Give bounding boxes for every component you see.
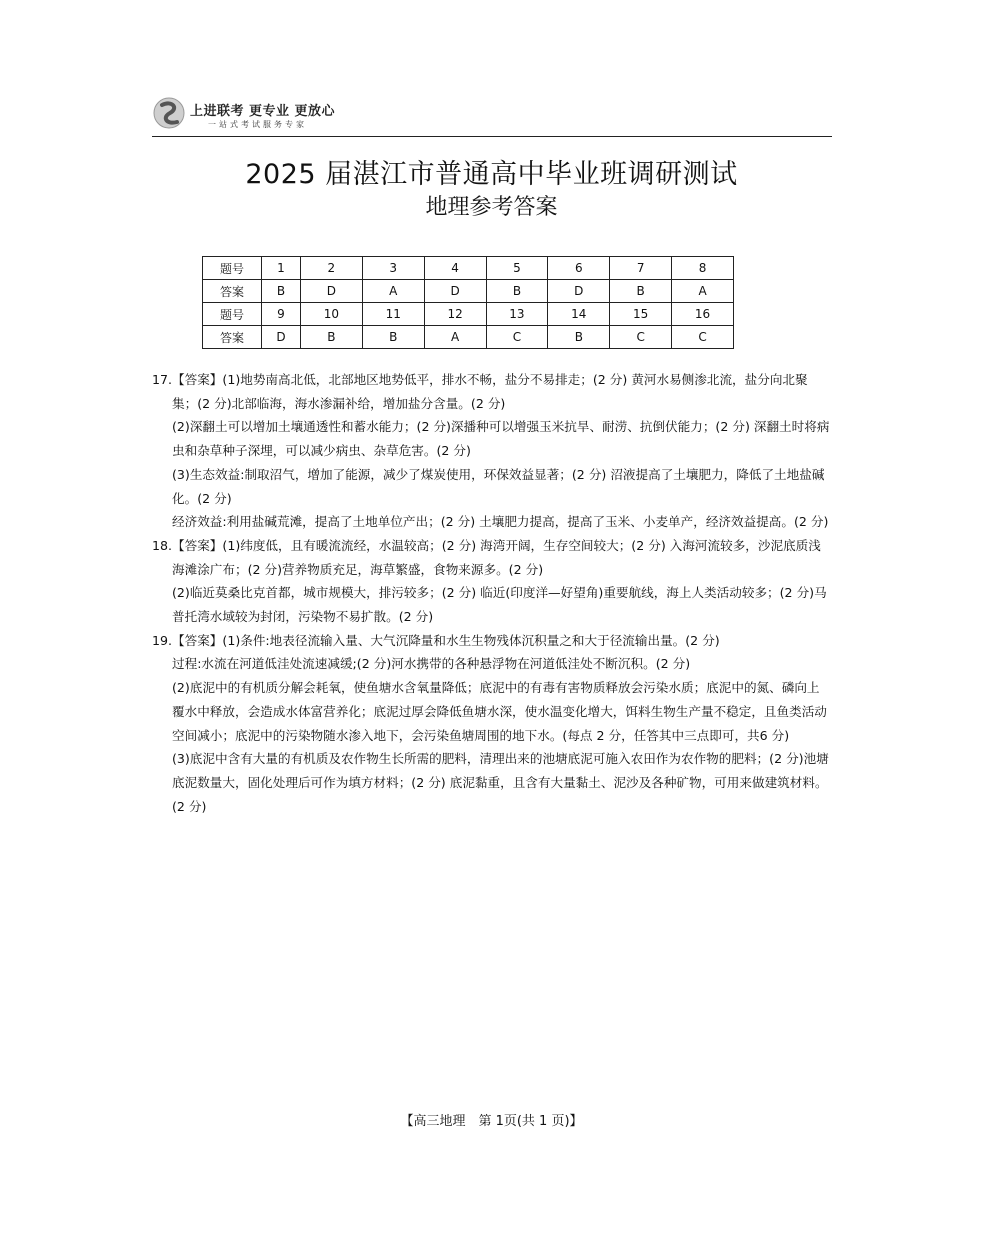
row-label: 题号	[203, 303, 262, 326]
table-cell: 1	[262, 257, 301, 280]
table-cell: B	[486, 280, 548, 303]
answer-paragraph: (3)底泥中含有大量的有机质及农作物生长所需的肥料，清理出来的池塘底泥可施入农田作为农作物的肥料；(2 分)池塘底泥数量大，固化处理后可作为填方材料；(2 分) 底泥黏重，且含有大量黏土、泥沙及各种矿物，可用来做建筑材料。(2 分)	[172, 751, 829, 814]
table-cell: C	[486, 326, 548, 349]
table-cell: D	[262, 326, 301, 349]
brand-logo-icon	[152, 96, 186, 130]
table-cell: 6	[548, 257, 610, 280]
question-block	[152, 629, 832, 819]
table-cell: 13	[486, 303, 548, 326]
question-answer-heading: 17.【答案】(1)地势南高北低，北部地区地势低平，排水不畅，盐分不易排走；(2 分) 黄河水易侧渗北流，盐分向北聚集；(2 分)北部临海，海水渗漏补给，增加盐分含量。(2 分)	[152, 372, 808, 411]
table-row	[203, 326, 734, 349]
table-cell: D	[424, 280, 486, 303]
table-cell: A	[672, 280, 734, 303]
table-cell: B	[262, 280, 301, 303]
question-block	[152, 368, 832, 534]
table-cell: A	[362, 280, 424, 303]
table-cell: B	[362, 326, 424, 349]
table-cell: C	[610, 326, 672, 349]
row-label: 答案	[203, 280, 262, 303]
table-cell: 4	[424, 257, 486, 280]
question-answer-heading: 18.【答案】(1)纬度低，且有暖流流经，水温较高；(2 分) 海湾开阔，生存空间较大；(2 分) 入海河流较多，沙泥底质浅海滩涂广布；(2 分)营养物质充足，海草繁盛，食物来源多。(2 分)	[152, 537, 821, 577]
table-row	[203, 280, 734, 303]
answer-content	[152, 368, 832, 818]
table-cell: 3	[362, 257, 424, 280]
table-cell: 12	[424, 303, 486, 326]
table-cell: D	[548, 280, 610, 303]
table-cell: 9	[262, 303, 301, 326]
answer-table	[202, 256, 734, 349]
page-footer: 【高三地理 第 1页(共 1 页)】	[400, 1114, 583, 1129]
table-row	[203, 257, 734, 280]
answer-paragraph: (3)生态效益:制取沼气，增加了能源，减少了煤炭使用，环保效益显著；(2 分) 沼液提高了土壤肥力，降低了土地盐碱化。(2 分)	[172, 466, 825, 506]
answer-paragraph: (2)深翻土可以增加土壤通透性和蓄水能力；(2 分)深播种可以增强玉米抗旱、耐涝、抗倒伏能力；(2 分) 深翻土时将病虫和杂草种子深埋，可以减少病虫、杂草危害。(2 分)	[172, 419, 830, 459]
answer-paragraph: 经济效益:利用盐碱荒滩，提高了土地单位产出；(2 分) 土壤肥力提高，提高了玉米、小麦单产，经济效益提高。(2 分)	[172, 514, 829, 530]
question-answer-heading: 19.【答案】(1)条件:地表径流输入量、大气沉降量和水生生物残体沉积量之和大于径流输出量。(2 分)	[152, 632, 720, 648]
table-cell: 2	[300, 257, 362, 280]
answer-paragraph: (2)临近莫桑比克首都，城市规模大，排污较多；(2 分) 临近(印度洋—好望角)重要航线，海上人类活动较多；(2 分)马普托湾水域较为封闭，污染物不易扩散。(2 分)	[172, 585, 827, 625]
page-title: 2025 届湛江市普通高中毕业班调研测试	[245, 159, 738, 190]
table-row	[203, 303, 734, 326]
page-subtitle: 地理参考答案	[425, 195, 558, 220]
table-cell: B	[548, 326, 610, 349]
brand-slogan: 上进联考 更专业 更放心	[190, 104, 336, 119]
table-cell: 7	[610, 257, 672, 280]
table-cell: A	[424, 326, 486, 349]
brand-tagline: 一站式考试服务专家	[208, 120, 307, 129]
row-label: 题号	[203, 257, 262, 280]
table-cell: C	[672, 326, 734, 349]
answer-paragraph: (2)底泥中的有机质分解会耗氧，使鱼塘水含氧量降低；底泥中的有毒有害物质释放会污染水质；底泥中的氮、磷向上覆水中释放，会造成水体富营养化；底泥过厚会降低鱼塘水深，使水温变化增大，饵料生物生产量不稳定，且鱼类活动空间减小；底泥中的污染物随水渗入地下，会污染鱼塘周围的地下水。(每点 2 分，任答其中三点即可，共6 分)	[172, 680, 827, 743]
table-cell: B	[610, 280, 672, 303]
table-cell: 5	[486, 257, 548, 280]
table-cell: D	[300, 280, 362, 303]
table-cell: 10	[300, 303, 362, 326]
table-cell: 15	[610, 303, 672, 326]
question-block	[152, 534, 832, 629]
table-cell: 14	[548, 303, 610, 326]
answer-paragraph: 过程:水流在河道低洼处流速减缓;(2 分)河水携带的各种悬浮物在河道低洼处不断沉积。(2 分)	[172, 656, 691, 672]
table-cell: 16	[672, 303, 734, 326]
page-header	[152, 96, 832, 137]
table-cell: B	[300, 326, 362, 349]
row-label: 答案	[203, 326, 262, 349]
table-cell: 8	[672, 257, 734, 280]
table-cell: 11	[362, 303, 424, 326]
